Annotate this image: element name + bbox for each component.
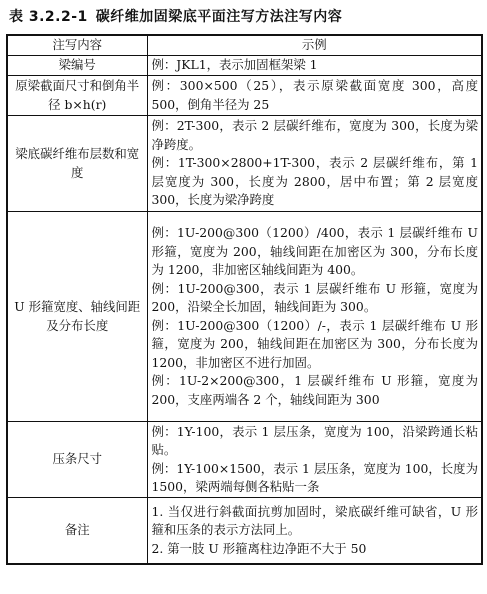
row-example (147, 76, 482, 116)
table-row (7, 422, 482, 498)
example-line: 例：1Y-100×1500，表示 1 层压条，宽度为 100，长度为 1500，梁两端每侧各粘贴一条 (151, 460, 478, 494)
table-row (7, 56, 482, 76)
example-line: 例：JKL1，表示加固框架梁 1 (151, 57, 318, 73)
row-label: 备注 (7, 498, 147, 564)
row-example (147, 56, 482, 76)
header-content: 注写内容 (7, 35, 147, 56)
table-row (7, 498, 482, 564)
table-number: 表 3.2.2-1 (9, 9, 88, 25)
example-line: 例：1U-200@300（1200）/400，表示 1 层碳纤维布 U 形箍，宽度为 200，轴线间距在加密区为 300，分布长度为 1200，非加密区轴线间距为 400。 (151, 225, 478, 277)
row-label: 梁底碳纤维布层数和宽度 (7, 116, 147, 212)
example-line: 例：1U-200@300（1200）/-，表示 1 层碳纤维布 U 形箍，宽度为 200，轴线间距在加密区为 300，分布长度为 1200，非加密区不进行加固。 (151, 317, 478, 370)
row-example (147, 422, 482, 498)
example-line: 2. 第一肢 U 形箍离柱边净距不大于 50 (151, 540, 367, 556)
example-line: 例：300×500（25），表示原梁截面宽度 300，高度 500，倒角半径为 25 (151, 78, 478, 112)
table-title (9, 6, 342, 26)
example-line: 例：2T-300，表示 2 层碳纤维布，宽度为 300，长度为梁净跨度。 (151, 118, 478, 152)
example-line: 例：1U-200@300，表示 1 层碳纤维布 U 形箍，宽度为 200，沿梁全长加固，轴线间距为 300。 (151, 280, 478, 314)
example-line: 例：1T-300×2800+1T-300，表示 2 层碳纤维布，第 1 层宽度为 300，长度为 2800，居中布置；第 2 层宽度 300，长度为梁净跨度 (151, 155, 478, 208)
table-row (7, 76, 482, 116)
notation-table (6, 34, 483, 565)
row-example (147, 498, 482, 564)
row-example (147, 116, 482, 212)
table-row (7, 212, 482, 422)
example-line: 例：1U-2×200@300，1 层碳纤维布 U 形箍，宽度为 200，支座两端各 2 个，轴线间距为 300 (151, 373, 478, 407)
row-label: 原梁截面尺寸和倒角半径 b×h(r) (7, 76, 147, 116)
row-label: 梁编号 (7, 56, 147, 76)
table-caption: 碳纤维加固梁底平面注写方法注写内容 (95, 9, 343, 25)
row-example (147, 212, 482, 422)
row-label: U 形箍宽度、轴线间距及分布长度 (7, 212, 147, 422)
example-line: 1. 当仅进行斜截面抗剪加固时，梁底碳纤维可缺省，U 形箍和压条的表示方法同上。 (151, 503, 478, 537)
example-line: 例：1Y-100，表示 1 层压条，宽度为 100，沿梁跨通长粘贴。 (151, 423, 478, 457)
table-row (7, 116, 482, 212)
header-example: 示例 (147, 35, 482, 56)
header-row (7, 35, 482, 56)
row-label: 压条尺寸 (7, 422, 147, 498)
